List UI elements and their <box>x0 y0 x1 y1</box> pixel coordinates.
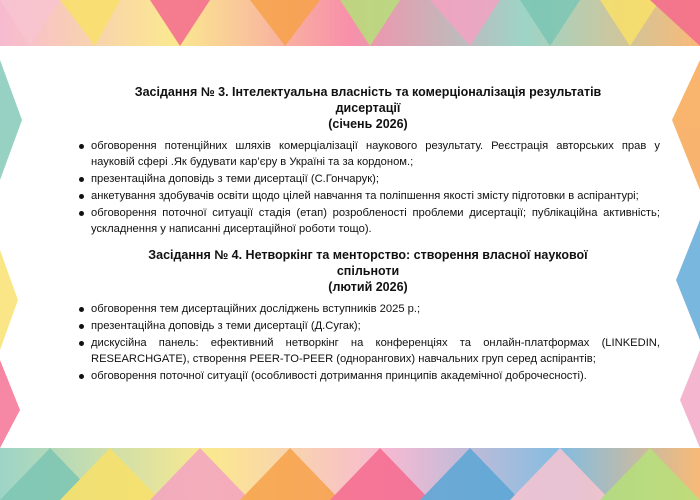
bullet-icon <box>79 374 84 379</box>
document-body <box>76 84 660 394</box>
heading-date: (лютий 2026) <box>328 280 408 294</box>
list-item: обговорення тем дисертаційних досліджень вступників 2025 р.; <box>76 301 660 317</box>
list-item: презентаційна доповідь з теми дисертації (Д.Сугак); <box>76 318 660 334</box>
heading-date: (січень 2026) <box>328 117 408 131</box>
heading-line: дисертації <box>335 101 401 115</box>
section-3-bullet-list <box>76 138 660 237</box>
heading-line: спільноти <box>336 264 400 278</box>
bullet-icon <box>79 144 84 149</box>
list-item: презентаційна доповідь з теми дисертації (С.Гончарук); <box>76 171 660 187</box>
list-item: обговорення потенційних шляхів комерціалізації наукового результату. Реєстрація авторських прав у науковій сфері .Як будувати кар’єру в Україні та за кордоном.; <box>76 138 660 170</box>
heading-line: Засідання № 4. Нетворкінг та менторство: створення власної наукової <box>148 248 588 262</box>
bullet-icon <box>79 211 84 216</box>
bullet-icon <box>79 194 84 199</box>
heading-line: Засідання № 3. Інтелектуальна власність та комерціоналізація результатів <box>134 85 602 99</box>
section-heading-3 <box>76 84 660 132</box>
list-item: дискусійна панель: ефективний нетворкінг на конференціях та онлайн-платформах (LINKEDIN, RESEARCHGATE), створення PEER-TO-PEER (однорангових) навчальних груп серед аспірантів; <box>76 335 660 367</box>
list-item: обговорення поточної ситуації стадія (етап) розробленості проблеми дисертації; публікаційна активність; ускладнення у написанні дисертаційної роботи тощо). <box>76 205 660 237</box>
bullet-icon <box>79 177 84 182</box>
section-4-bullet-list <box>76 301 660 384</box>
bullet-icon <box>79 324 84 329</box>
list-item: обговорення поточної ситуації (особливості дотримання принципів академічної доброчесності). <box>76 368 660 384</box>
section-heading-4 <box>76 247 660 295</box>
bullet-icon <box>79 341 84 346</box>
list-item: анкетування здобувачів освіти щодо цілей навчання та поліпшення якості змісту підготовки в аспірантурі; <box>76 188 660 204</box>
bullet-icon <box>79 307 84 312</box>
